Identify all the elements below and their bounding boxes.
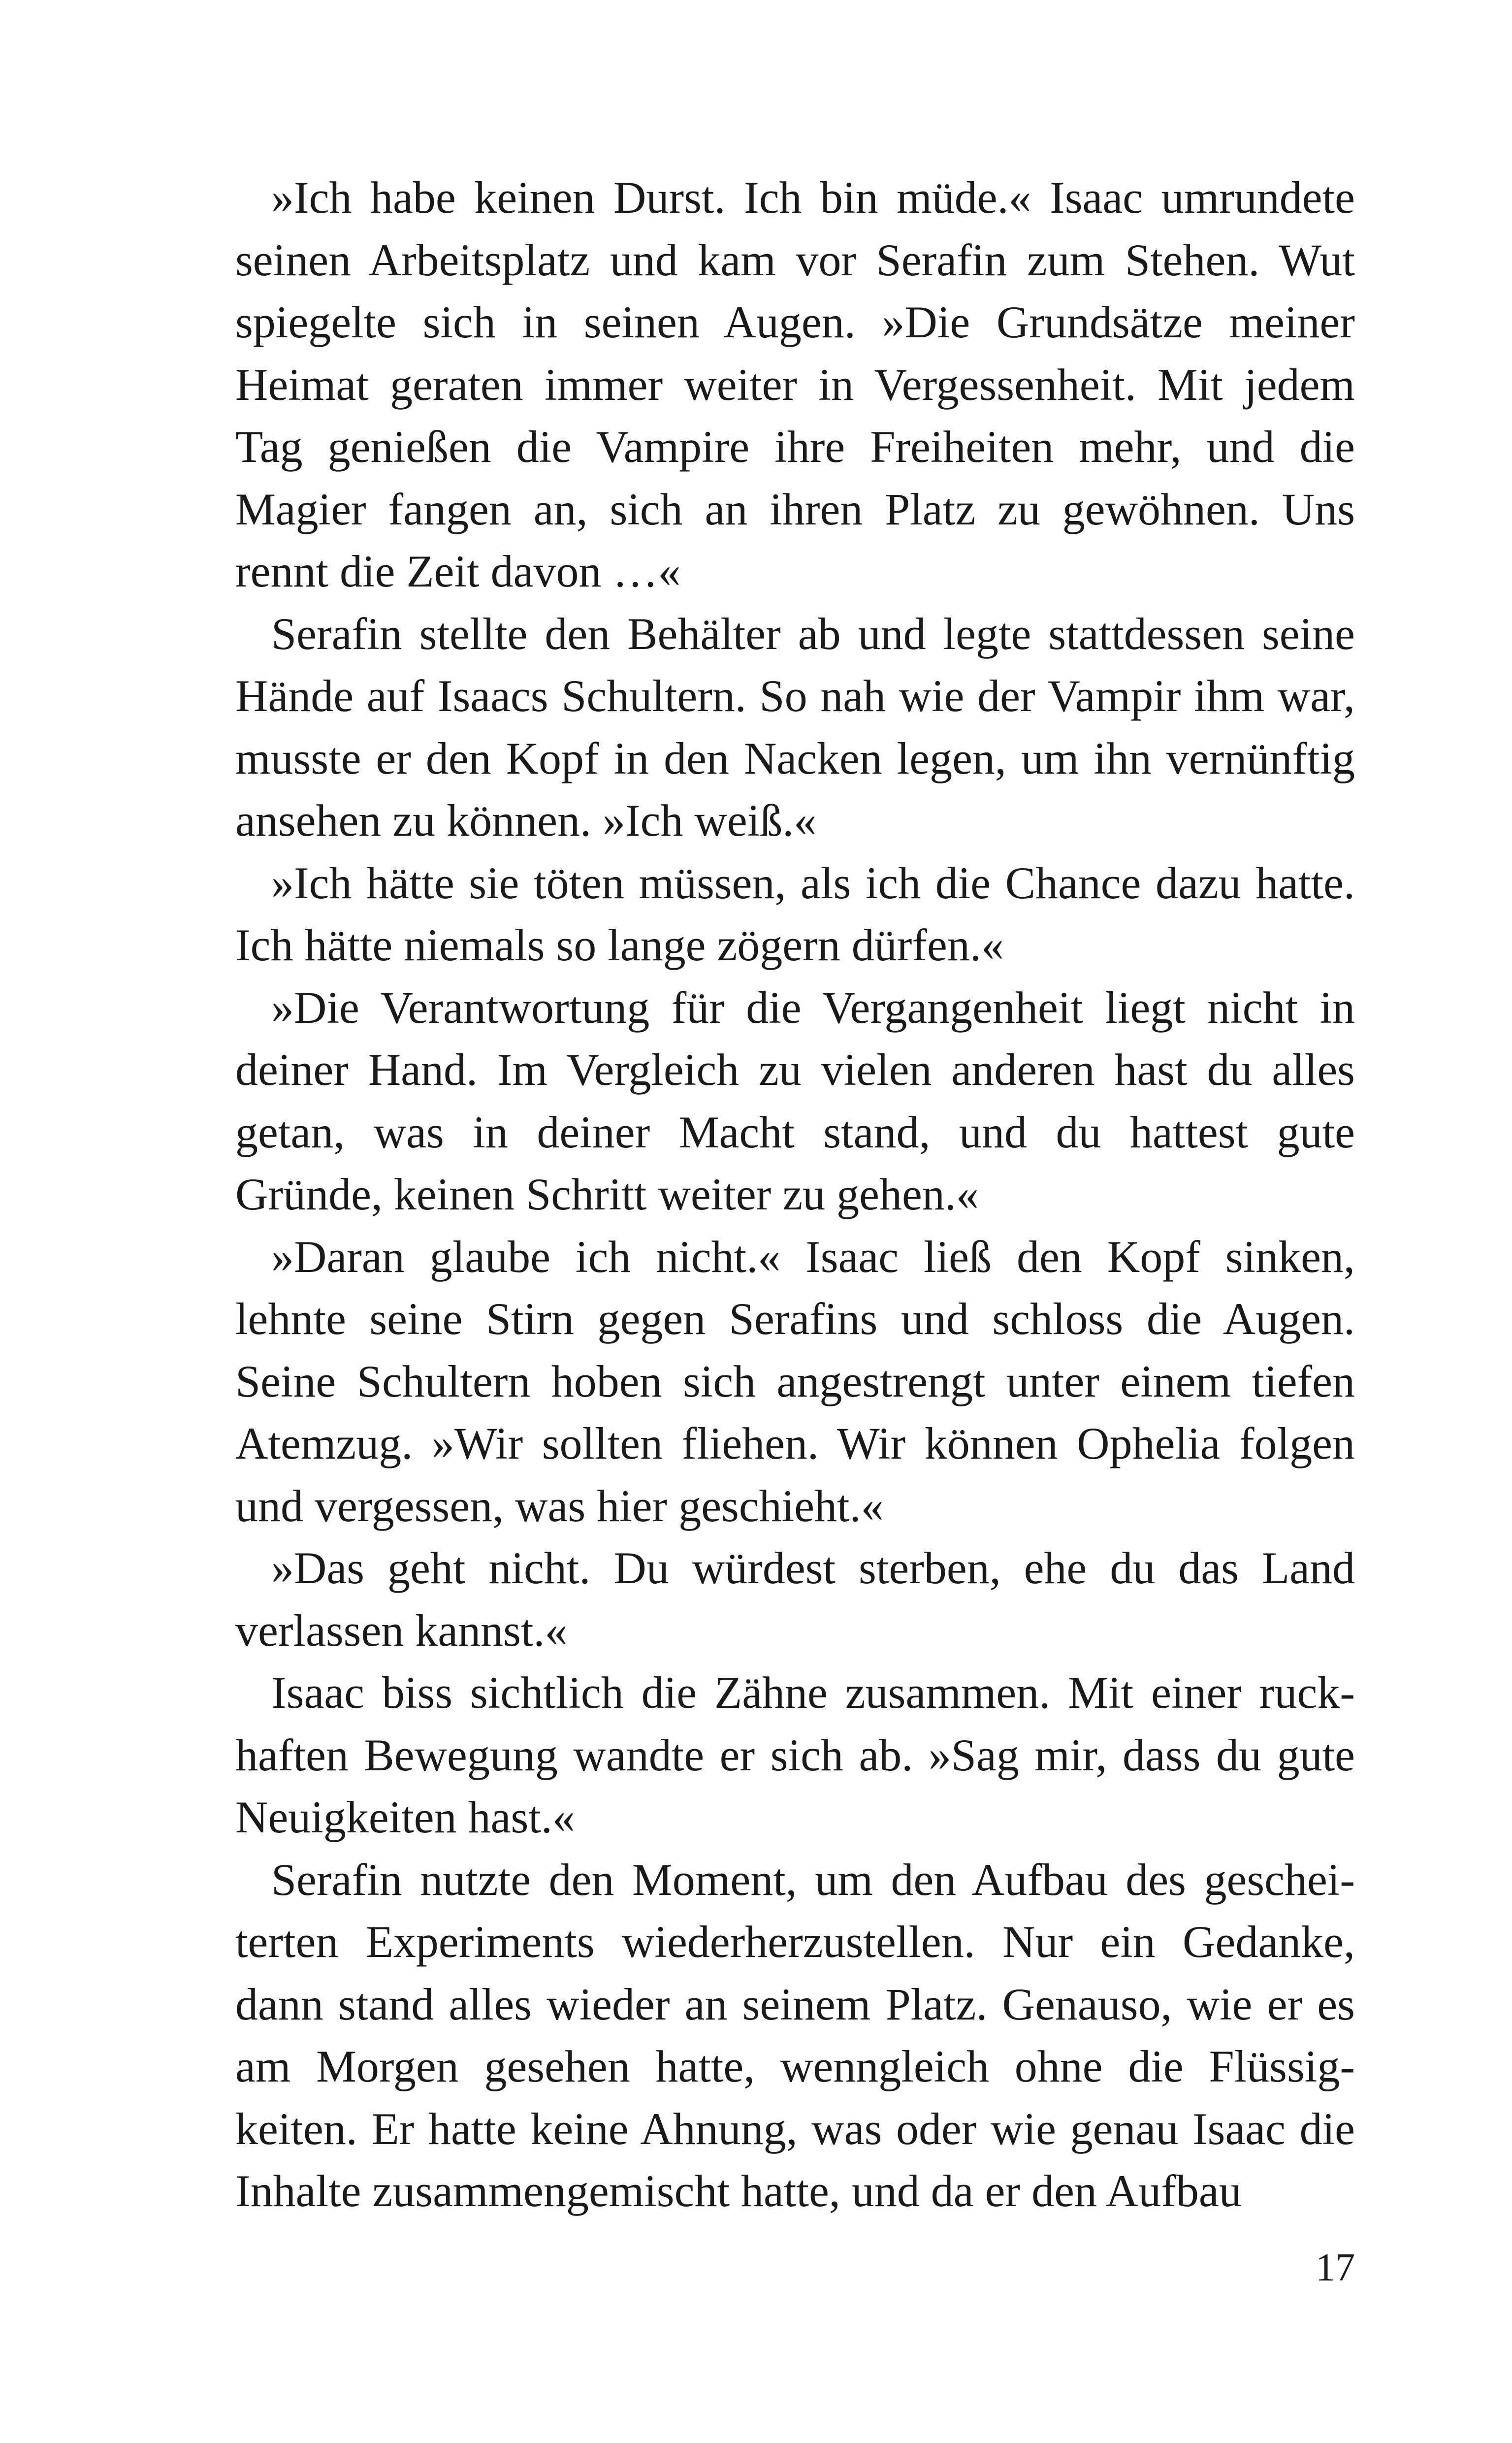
paragraph-6: »Das geht nicht. Du würdest sterben, ehe du das Land verlassen kannst.« <box>235 1543 1355 1656</box>
paragraph-2: Serafin stellte den Behälter ab und legte stattdessen seine Hände auf Isaacs Schultern. So nah wie der Vampir ihm war, musste er den Kopf in den Nacken legen, um ihn vernünftig ansehen zu können. »Ich weiß.« <box>235 608 1355 846</box>
paragraph-4: »Die Verantwortung für die Vergangenheit liegt nicht in deiner Hand. Im Vergleich zu vielen anderen hast du alles getan, was in deiner Macht stand, und du hattest gute Gründe, keinen Schritt weiter zu gehen.« <box>235 982 1355 1219</box>
paragraph-1: »Ich habe keinen Durst. Ich bin müde.« Isaac umrundete seinen Arbeitsplatz und kam vor Serafin zum Stehen. Wut spiegelte sich in seinen Augen. »Die Grundsätze meiner Heimat geraten immer weiter in Vergessenheit. Mit jedem Tag genießen die Vampire ihre Freiheiten mehr, und die Magier fangen an, sich an ihren Platz zu gewöhnen. Uns rennt die Zeit davon …« <box>235 172 1355 596</box>
page-number: 17 <box>1316 2246 1355 2289</box>
paragraph-3: »Ich hätte sie töten müssen, als ich die Chance dazu hatte. Ich hätte niemals so lange zögern dürfen.« <box>235 857 1355 970</box>
body-text <box>235 166 1355 2222</box>
paragraph-5: »Daran glaube ich nicht.« Isaac ließ den Kopf sinken, lehnte seine Stirn gegen Serafins und schloss die Augen. Seine Schultern hoben sich angestrengt unter einem tiefen Atemzug. »Wir sollten fliehen. Wir können Ophelia folgen und vergessen, was hier geschieht.« <box>235 1231 1355 1531</box>
paragraph-7: Isaac biss sichtlich die Zähne zusammen. Mit einer ruckhaften Bewegung wandte er sich ab. »Sag mir, dass du gute Neuigkeiten hast.« <box>235 1667 1355 1842</box>
paragraph-8: Serafin nutzte den Moment, um den Aufbau des gescheiterten Experiments wiederherzustellen. Nur ein Gedanke, dann stand alles wieder an seinem Platz. Genauso, wie er es am Morgen gesehen hatte, wenngleich ohne die Flüssigkeiten. Er hatte keine Ahnung, was oder wie genau Isaac die Inhalte zusammengemischt hatte, und da er den Aufbau <box>235 1854 1355 2216</box>
